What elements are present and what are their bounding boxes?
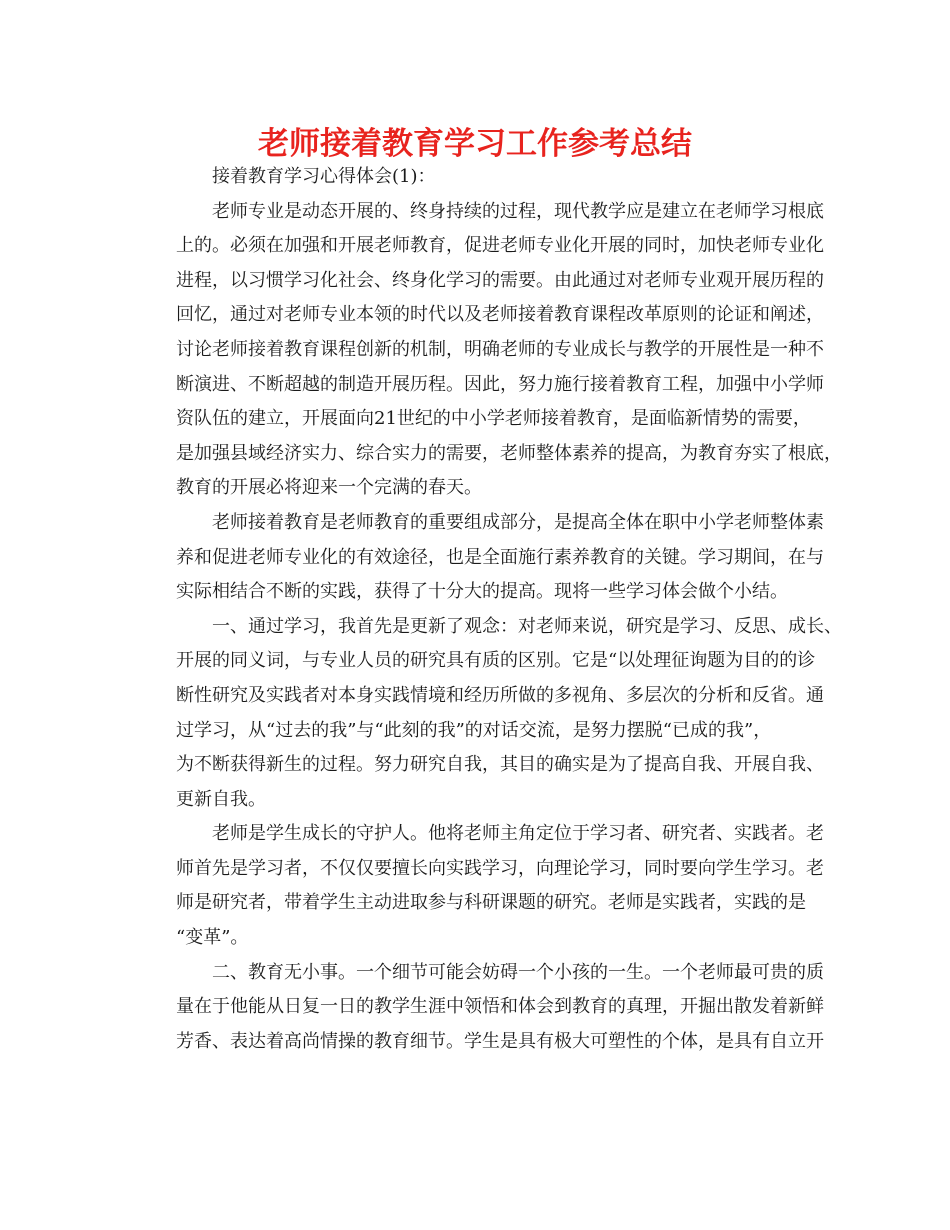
text-line: 养和促进老师专业化的有效途径，也是全面施行素养教育的关键。学习期间，在与	[176, 546, 824, 568]
text-line: 更新自我。	[176, 788, 266, 810]
text-line: 师首先是学习者，不仅仅要擅长向实践学习，向理论学习，同时要向学生学习。老	[176, 857, 824, 879]
document-title: 老师接着教育学习工作参考总结	[258, 126, 692, 162]
text-line: 老师接着教育是老师教育的重要组成部分，是提高全体在职中小学老师整体素	[212, 511, 824, 533]
text-line: 为不断获得新生的过程。努力研究自我，其目的确实是为了提高自我、开展自我、	[176, 754, 824, 776]
paragraph-3	[140, 506, 824, 610]
text-line: 二、教育无小事。一个细节可能会妨碍一个小孩的一生。一个老师最可贵的质	[212, 961, 824, 983]
paragraph-5	[140, 817, 824, 955]
paragraph-2	[140, 195, 842, 506]
document-body	[140, 160, 842, 1059]
text-line: 老师专业是动态开展的、终身持续的过程，现代教学应是建立在老师学习根底	[212, 200, 824, 222]
text-line: 教育的开展必将迎来一个完满的春天。	[176, 477, 482, 499]
paragraph-4	[140, 610, 842, 818]
text-line: 讨论老师接着教育课程创新的机制，明确老师的专业成长与教学的开展性是一种不	[176, 338, 824, 360]
text-line: 断演进、不断超越的制造开展历程。因此，努力施行接着教育工程，加强中小学师	[176, 373, 824, 395]
text-line: 师是研究者，带着学生主动进取参与科研课题的研究。老师是实践者，实践的是	[176, 892, 806, 914]
text-line: 开展的同义词，与专业人员的研究具有质的区别。它是“以处理征询题为目的的诊	[176, 650, 816, 672]
text-line: 回忆，通过对老师专业本领的时代以及老师接着教育课程改革原则的论证和阐述，	[176, 304, 824, 326]
text-line: 量在于他能从日复一日的教学生涯中领悟和体会到教育的真理，开掘出散发着新鲜	[176, 996, 824, 1018]
text-line: 是加强县域经济实力、综合实力的需要，老师整体素养的提高，为教育夯实了根底，	[176, 442, 842, 464]
paragraph-6	[140, 956, 824, 1060]
text-line: “变革”。	[176, 927, 249, 949]
text-line: 过学习，从“过去的我”与“此刻的我”的对话交流，是努力摆脱“已成的我”，	[176, 719, 772, 741]
text-line: 老师是学生成长的守护人。他将老师主角定位于学习者、研究者、实践者。老	[212, 823, 824, 845]
paragraph-1	[140, 160, 820, 195]
text-line: 芳香、表达着高尚情操的教育细节。学生是具有极大可塑性的个体，是具有自立开	[176, 1030, 824, 1052]
text-line: 接着教育学习心得体会(1)：	[212, 166, 436, 187]
text-line: 进程，以习惯学习化社会、终身化学习的需要。由此通过对老师专业观开展历程的	[176, 269, 824, 291]
text-line: 实际相结合不断的实践，获得了十分大的提高。现将一些学习体会做个小结。	[176, 581, 788, 603]
text-line: 资队伍的建立，开展面向21世纪的中小学老师接着教育，是面临新情势的需要，	[176, 408, 811, 430]
text-line: 一、通过学习，我首先是更新了观念：对老师来说，研究是学习、反思、成长、	[212, 615, 842, 637]
text-line: 上的。必须在加强和开展老师教育，促进老师专业化开展的同时，加快老师专业化	[176, 235, 824, 257]
text-line: 断性研究及实践者对本身实践情境和经历所做的多视角、多层次的分析和反省。通	[176, 684, 824, 706]
